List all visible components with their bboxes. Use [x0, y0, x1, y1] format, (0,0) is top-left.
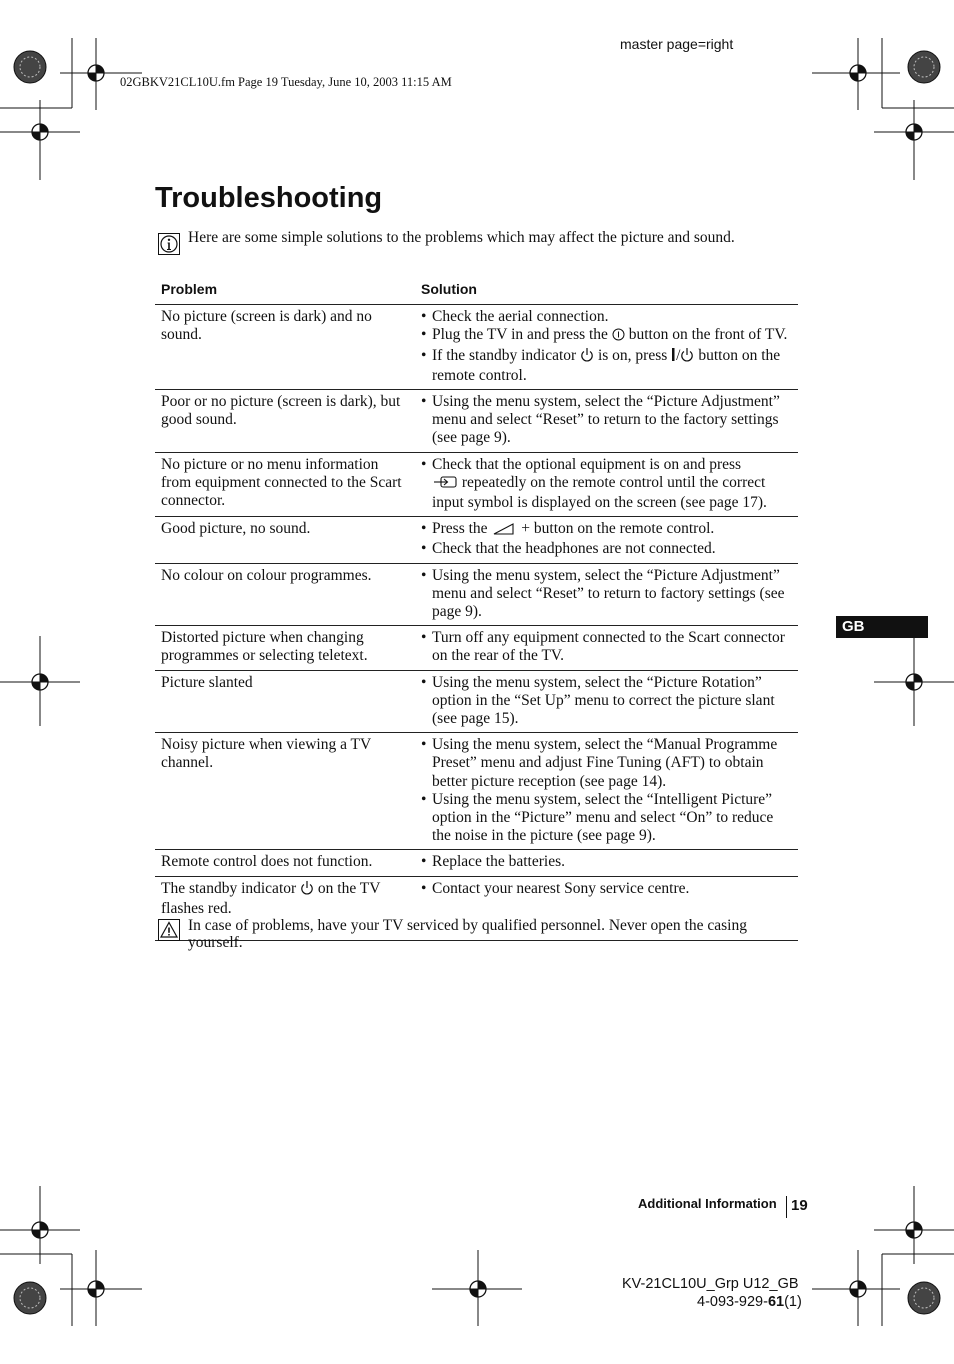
standby-icon	[300, 880, 314, 900]
power-button-icon	[612, 327, 625, 346]
solution-cell	[415, 563, 798, 626]
master-page-label: master page=right	[620, 36, 734, 52]
column-header-solution: Solution	[415, 278, 798, 305]
problem-cell: Noisy picture when viewing a TV channel.	[155, 733, 415, 850]
solution-cell	[415, 452, 798, 517]
solution-item: • Using the menu system, select the “Picture Adjustment” menu and select “Reset” to return to factory settings (see page 9).	[421, 567, 792, 622]
solution-cell	[415, 305, 798, 390]
problem-cell: Remote control does not function.	[155, 850, 415, 876]
solution-cell	[415, 517, 798, 563]
solution-item: • Turn off any equipment connected to the Scart connector on the rear of the TV.	[421, 629, 792, 665]
solution-item: • Check that the optional equipment is on and press repeatedly on the remote control until the correct input symbol is displayed on the screen (see page 17).	[421, 456, 792, 513]
model-code: KV-21CL10U_Grp U12_GB	[622, 1276, 799, 1292]
warning-text: In case of problems, have your TV serviced by qualified personnel. Never open the casing yourself.	[188, 917, 747, 951]
language-tab: GB	[836, 616, 928, 638]
info-icon	[158, 233, 180, 255]
solution-item: • Press the + button on the remote control.	[421, 520, 792, 540]
table-row	[155, 305, 798, 390]
page-number: 19	[791, 1197, 808, 1214]
solution-cell	[415, 390, 798, 453]
page-title: Troubleshooting	[155, 182, 383, 214]
problem-cell: The standby indicator on the TV flashes red.	[155, 876, 415, 941]
problem-cell: Picture slanted	[155, 670, 415, 733]
file-info: 02GBKV21CL10U.fm Page 19 Tuesday, June 10, 2003 11:15 AM	[120, 75, 452, 89]
problem-cell: No picture or no menu information from equipment connected to the Scart connector.	[155, 452, 415, 517]
intro-text: Here are some simple solutions to the problems which may affect the picture and sound.	[188, 229, 735, 246]
problem-cell: No colour on colour programmes.	[155, 563, 415, 626]
solution-item: • Using the menu system, select the “Picture Rotation” option in the “Set Up” menu to correct the picture slant (see page 15).	[421, 674, 792, 729]
solution-cell	[415, 733, 798, 850]
standby-icon	[680, 347, 694, 367]
table-row	[155, 733, 798, 850]
problem-cell: Good picture, no sound.	[155, 517, 415, 563]
solution-item: • Check that the headphones are not connected.	[421, 540, 792, 558]
table-row	[155, 452, 798, 517]
solution-item: • Replace the batteries.	[421, 853, 792, 871]
table-row	[155, 850, 798, 876]
volume-icon	[491, 522, 517, 540]
problem-cell: No picture (screen is dark) and no sound.	[155, 305, 415, 390]
solution-cell	[415, 626, 798, 670]
solution-item: • Contact your nearest Sony service centre.	[421, 880, 792, 898]
problem-cell: Poor or no picture (screen is dark), but good sound.	[155, 390, 415, 453]
solution-item: • Using the menu system, select the “Picture Adjustment” menu and select “Reset” to return to the factory settings (see page 9).	[421, 393, 792, 448]
solution-cell	[415, 670, 798, 733]
solution-item: • Using the menu system, select the “Intelligent Picture” option in the “Picture” menu and select “On” to reduce the noise in the picture (see page 9).	[421, 791, 792, 846]
table-header-row	[155, 278, 798, 305]
input-select-icon	[432, 475, 458, 494]
table-row	[155, 670, 798, 733]
solution-item: • If the standby indicator is on, press / button on the remote control.	[421, 347, 792, 385]
page-number-divider	[786, 1196, 787, 1218]
part-number: 4-093-929-61(1)	[697, 1294, 802, 1310]
solution-item: • Using the menu system, select the “Manual Programme Preset” menu and adjust Fine Tuning (AFT) to obtain better picture reception (see page 14).	[421, 736, 792, 791]
troubleshooting-table	[155, 278, 798, 941]
solution-item: • Plug the TV in and press the button on the front of TV.	[421, 326, 792, 346]
table-row	[155, 563, 798, 626]
table-row	[155, 517, 798, 563]
table-row	[155, 626, 798, 670]
standby-icon	[580, 347, 594, 367]
table-row	[155, 390, 798, 453]
solution-item: • Check the aerial connection.	[421, 308, 792, 326]
warning-icon	[158, 919, 180, 941]
column-header-problem: Problem	[155, 278, 415, 305]
section-label: Additional Information	[638, 1196, 777, 1211]
solution-cell	[415, 850, 798, 876]
problem-cell: Distorted picture when changing programmes or selecting teletext.	[155, 626, 415, 670]
